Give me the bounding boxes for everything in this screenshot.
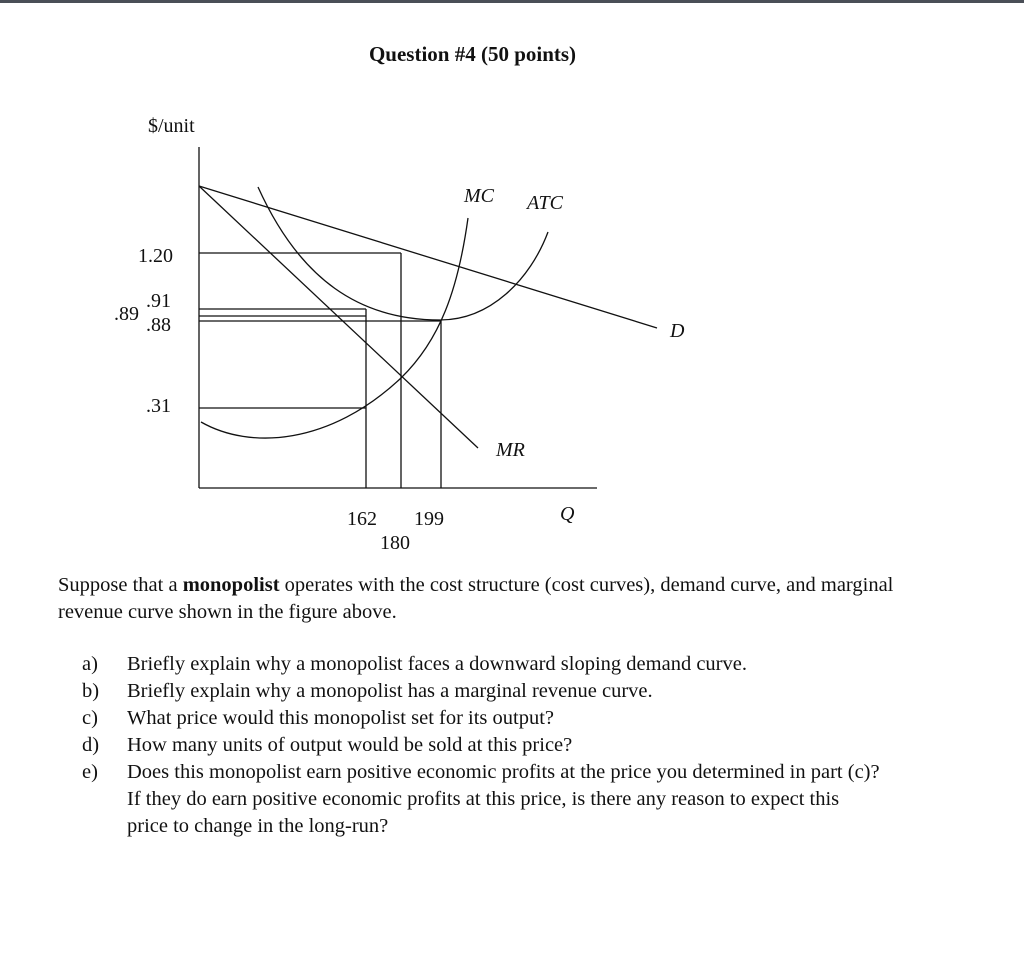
mc-label: MC bbox=[464, 185, 494, 207]
y-axis-label: $/unit bbox=[148, 115, 195, 137]
y-tick-1-20: 1.20 bbox=[138, 245, 173, 267]
atc-label: ATC bbox=[527, 192, 563, 214]
question-item bbox=[82, 651, 882, 678]
question-item bbox=[82, 759, 882, 840]
question-letter: e) bbox=[82, 761, 98, 783]
demand-label: D bbox=[670, 320, 685, 342]
y-tick-0-89: .89 bbox=[114, 303, 139, 325]
x-tick-180: 180 bbox=[380, 532, 410, 554]
x-tick-162: 162 bbox=[347, 508, 377, 530]
intro-paragraph bbox=[58, 572, 898, 626]
y-tick-0-88: .88 bbox=[146, 314, 171, 336]
mr-label: MR bbox=[496, 439, 525, 461]
question-letter: a) bbox=[82, 653, 98, 675]
question-text: Briefly explain why a monopolist faces a downward sloping demand curve. bbox=[127, 653, 747, 675]
x-axis-label: Q bbox=[560, 503, 575, 525]
question-letter: c) bbox=[82, 707, 98, 729]
intro-text-end: operates with the cost structure (cost curves), demand curve, and marginal revenue curve shown in the figure above. bbox=[58, 574, 894, 623]
mr-curve bbox=[199, 186, 478, 448]
intro-bold-term: monopolist bbox=[182, 574, 280, 596]
x-tick-199: 199 bbox=[414, 508, 444, 530]
question-list bbox=[82, 651, 882, 840]
y-tick-0-31: .31 bbox=[146, 395, 171, 417]
question-text: What price would this monopolist set for its output? bbox=[127, 707, 555, 729]
question-text: Does this monopolist earn positive economic profits at the price you determined in part (c)? If they do earn positive economic profits at this price, is there any reason to expect this price to change in the long-run? bbox=[127, 761, 880, 837]
question-title: Question #4 (50 points) bbox=[368, 42, 577, 66]
question-letter: d) bbox=[82, 734, 100, 756]
intro-text-start: Suppose that a bbox=[58, 574, 183, 596]
question-item bbox=[82, 678, 882, 705]
question-letter: b) bbox=[82, 680, 100, 702]
question-text: How many units of output would be sold at this price? bbox=[127, 734, 573, 756]
question-item bbox=[82, 732, 882, 759]
question-item bbox=[82, 705, 882, 732]
mc-curve bbox=[201, 218, 468, 438]
question-text: Briefly explain why a monopolist has a marginal revenue curve. bbox=[127, 680, 653, 702]
y-tick-0-91: .91 bbox=[146, 290, 171, 312]
